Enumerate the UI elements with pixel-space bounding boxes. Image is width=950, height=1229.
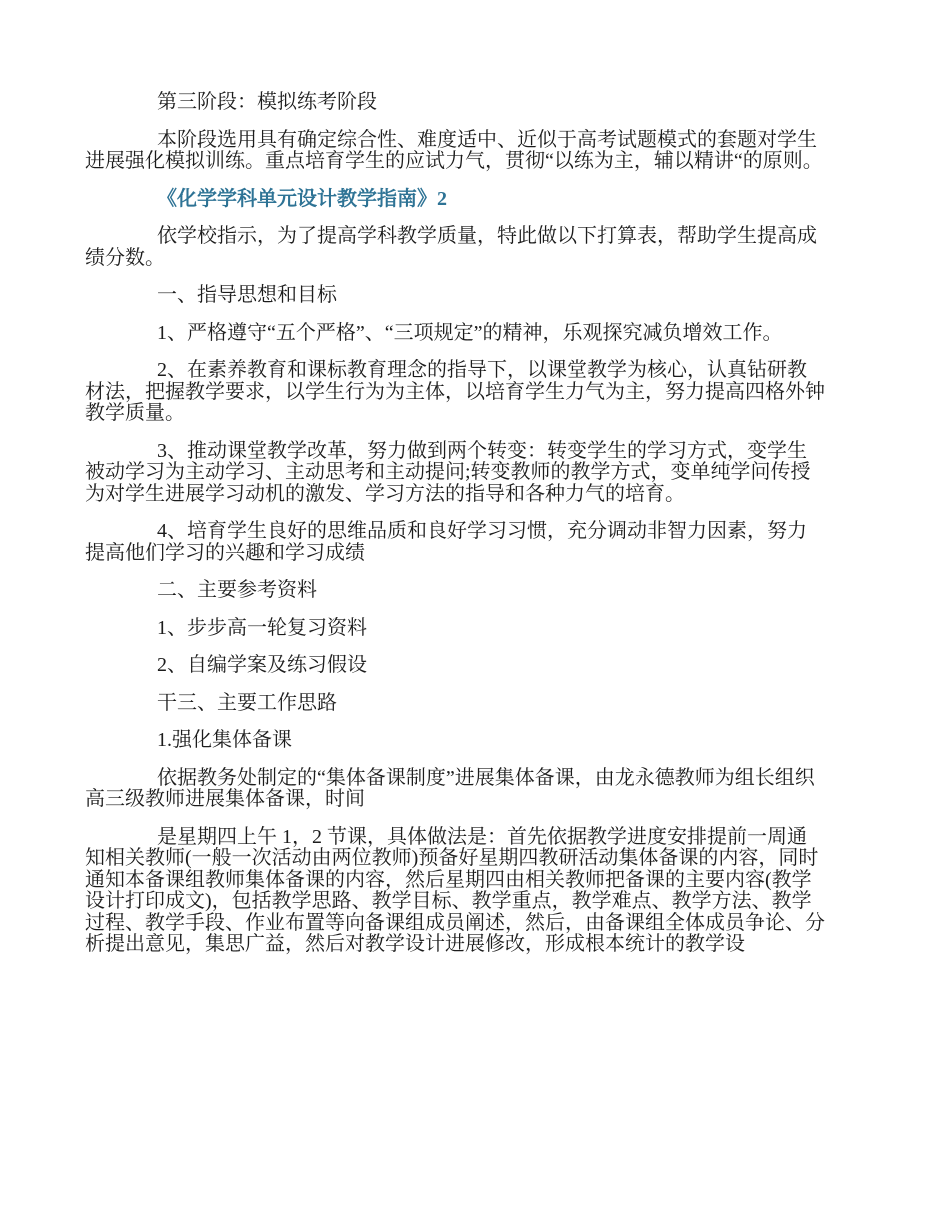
beike-body-1: 依据教务处制定的“集体备课制度”进展集体备课，由龙永德教师为组长组织高三级教师进展集体备课，时间 <box>85 766 815 810</box>
section-1-title: 一、指导思想和目标 <box>157 284 337 306</box>
intro: 依学校指示，为了提高学科教学质量，特此做以下打算表，帮助学生提高成绩分数。 <box>85 225 817 269</box>
stage3-body: 本阶段选用具有确定综合性、难度适中、近似于高考试题模式的套题对学生进展强化模拟训练。重点培育学生的应试力气，贯彻“以练为主，辅以精讲“的原则。 <box>85 128 823 172</box>
item-1-3: 3、推动课堂教学改革，努力做到两个转变：转变学生的学习方式，变学生被动学习为主动学习、主动思考和主动提问;转变教师的教学方式，变单纯学问传授为对学生进展学习动机的激发、学习方法的指导和各种力气的培育。 <box>85 439 811 505</box>
item-1-4: 4、培育学生良好的思维品质和良好学习习惯，充分调动非智力因素，努力提高他们学习的兴趣和学习成绩 <box>85 520 807 564</box>
stage3-heading: 第三阶段：模拟练考阶段 <box>157 91 377 113</box>
item-1-1: 1、严格遵守“五个严格”、“三项规定”的精神，乐观探究减负增效工作。 <box>157 321 783 344</box>
section-3-title: 干三、主要工作思路 <box>157 691 337 714</box>
section-2-title: 二、主要参考资料 <box>157 579 317 601</box>
beike-body-2: 是星期四上午 1，2 节课，具体做法是：首先依据教学进度安排提前一周通知相关教师(一般一次活动由两位教师)预备好星期四教研活动集体备课的内容，同时通知本备课组教师集体备课的内容，然后星期四由相关教师把备课的主要内容(教学设计打印成文)，包括教学思路、教学目标、教学重点，教学难点、教学方法、教学过程、教学手段、作业布置等向备课组成员阐述，然后，由备课组全体成员争论、分析提出意见，集思广益，然后对教学设计进展修改，形成根本统计的教学设 <box>85 825 825 955</box>
item-2-1: 1、步步高一轮复习资料 <box>157 616 367 639</box>
item-2-2: 2、自编学案及练习假设 <box>157 654 367 676</box>
item-3-1: 1.强化集体备课 <box>157 729 292 751</box>
item-1-2: 2、在素养教育和课标教育理念的指导下，以课堂教学为核心，认真钻研教材法，把握教学要求，以学生行为为主体，以培育学生力气为主，努力提高四格外钟教学质量。 <box>85 359 825 424</box>
document-body <box>85 92 825 956</box>
doc-title: 《化学学科单元设计教学指南》2 <box>157 187 447 210</box>
